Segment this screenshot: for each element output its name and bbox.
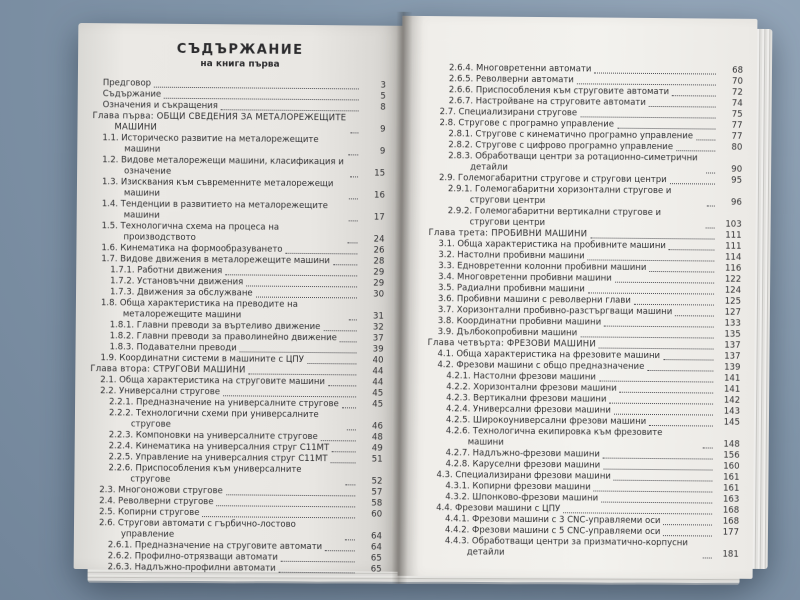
toc-entry-label: 2.6.4. Многовретенни автомати	[448, 63, 592, 75]
toc-entry-label: 4.2.2. Хоризонтални фрезови машини	[446, 382, 617, 394]
toc-entry	[92, 111, 385, 136]
toc-entry-dot-leader	[603, 458, 713, 460]
toc-entry-page-number: 32	[372, 322, 384, 333]
toc-entry-page-number: 28	[373, 256, 385, 267]
toc-entry-label: 2.6.2. Профилно-отрязващи автомати	[107, 551, 278, 563]
toc-entry-label: 2.6. Стругови автомати с гърбично-лостово управление	[98, 518, 296, 540]
toc-entry-label: 1.5. Технологична схема на процеса на производството	[101, 221, 280, 244]
toc-entry-dot-leader	[281, 561, 355, 563]
toc-entry-label: 2.6.6. Приспособления към струговите автомати	[448, 85, 670, 98]
toc-entry-label: 4.4. Фрезови машини с ЦПУ	[436, 503, 561, 515]
right-page-entries	[398, 16, 758, 561]
toc-entry-page-number: 181	[722, 549, 739, 560]
toc-entry-dot-leader	[216, 505, 355, 507]
toc-entry-dot-leader	[246, 285, 357, 287]
toc-entry-page-number: 74	[731, 98, 743, 109]
toc-entry-label: 1.7.2. Установъчни движения	[110, 276, 244, 288]
toc-entry-label: 3.2. Настолни пробивни машини	[438, 250, 585, 262]
toc-entry	[102, 155, 385, 179]
toc-entry-page-number: 161	[723, 472, 740, 483]
toc-entry-page-number: 64	[371, 531, 382, 542]
toc-entry-page-number: 156	[723, 450, 740, 461]
toc-entry-dot-leader	[620, 392, 714, 394]
toc-entry-dot-leader	[307, 363, 357, 364]
toc-entry-dot-leader	[226, 494, 356, 496]
toc-entry-dot-leader	[663, 359, 713, 360]
toc-entry-label: 4.2.8. Каруселни фрезови машини	[445, 459, 601, 471]
toc-entry-page-number: 137	[724, 351, 741, 362]
toc-entry-page-number: 141	[724, 373, 741, 384]
toc-entry-dot-leader	[349, 198, 358, 199]
toc-entry	[445, 536, 739, 561]
toc-entry-dot-leader	[594, 490, 713, 492]
toc-entry-label: 4.2.5. Широкоуниверсални фрезови машини	[445, 415, 647, 427]
toc-entry-label: 1.7.1. Работни движения	[110, 265, 223, 277]
toc-entry-label: 2.8. Стругове с програмно управление	[439, 118, 615, 130]
toc-entry-label: 2.9. Големогабаритни стругове и стругови центри	[439, 173, 667, 186]
toc-entry-page-number: 77	[731, 120, 743, 131]
toc-entry	[102, 177, 385, 201]
toc-entry-page-number: 68	[732, 65, 744, 76]
toc-entry-label: 1.2. Видове металорежещи машини, класификация и означение	[102, 155, 344, 177]
toc-entry	[101, 221, 384, 245]
toc-entry-page-number: 72	[731, 87, 743, 98]
toc-entry-page-number: 39	[372, 344, 384, 355]
toc-entry-page-number: 44	[372, 366, 384, 377]
toc-entry-dot-leader	[703, 447, 713, 448]
toc-entry-dot-leader	[663, 524, 712, 525]
toc-entry-dot-leader	[202, 516, 355, 518]
toc-entry-page-number: 8	[380, 102, 386, 113]
toc-entry-dot-leader	[328, 385, 356, 386]
toc-entry	[108, 562, 382, 575]
toc-entry-page-number: 77	[731, 131, 743, 142]
toc-entry-label: 4.4.1. Фрезови машини с 3 CNC-управляеми оси	[445, 514, 661, 527]
toc-entry-page-number: 137	[724, 340, 741, 351]
toc-entry	[99, 518, 382, 542]
toc-entry-label: 4.3. Специализирани фрезови машини	[436, 470, 611, 482]
toc-entry-page-number: 177	[722, 527, 740, 538]
toc-entry-dot-leader	[580, 336, 714, 338]
toc-entry-page-number: 24	[373, 234, 385, 245]
toc-entry-page-number: 29	[373, 278, 385, 289]
toc-entry-dot-leader	[614, 480, 713, 482]
open-book	[74, 9, 773, 587]
toc-entry-label: Предговор	[102, 78, 152, 89]
toc-entry-dot-leader	[669, 249, 715, 250]
toc-entry-label: 3.1. Обща характеристика на пробивните машини	[438, 239, 666, 252]
toc-entry-label: Глава първа: ОБЩИ СВЕДЕНИЯ ЗА МЕТАЛОРЕЖЕЩИТЕ МАШИНИ	[92, 111, 347, 133]
toc-entry-page-number: 145	[723, 417, 740, 428]
left-page-entries	[74, 68, 402, 576]
toc-entry	[446, 426, 740, 451]
toc-subtitle: на книга първа	[200, 59, 280, 70]
toc-entry-label: 4.4.3. Обработващи центри за призматично-корпусни детайли	[444, 536, 688, 558]
toc-entry-label: 1.7. Видове движения в металорежещите машини	[101, 254, 330, 267]
toc-entry	[101, 298, 384, 322]
toc-entry-label: 2.4. Револверни стругове	[99, 496, 214, 508]
toc-entry-label: 3.8. Координатни пробивни машини	[437, 316, 602, 328]
toc-entry-label: 2.2.4. Кинематика на универсалния струг С11МТ	[108, 441, 330, 454]
toc-entry-dot-leader	[223, 395, 356, 397]
toc-entry-label: 4.2. Фрезови машини с общо предназначение	[437, 360, 645, 372]
toc-entry-label: 4.3.1. Копирни фрезови машини	[445, 481, 591, 493]
toc-title: СЪДЪРЖАНИЕ	[176, 41, 304, 58]
toc-entry-page-number: 127	[724, 307, 741, 318]
toc-entry-dot-leader	[706, 172, 715, 173]
toc-entry-label: Глава четвърта: ФРЕЗОВИ МАШИНИ	[427, 338, 596, 350]
toc-entry-dot-leader	[349, 220, 358, 221]
toc-entry-page-number: 17	[373, 212, 385, 223]
toc-entry-dot-leader	[634, 304, 714, 306]
toc-entry-dot-leader	[347, 429, 356, 430]
toc-entry-label: 2.5. Копирни стругове	[99, 507, 200, 519]
toc-entry-dot-leader	[321, 440, 356, 441]
toc-entry-label: 2.8.1. Стругове с кинематично програмно управление	[448, 129, 694, 142]
toc-entry-label: 1.8.2. Главни преводи за праволинейно движение	[109, 331, 337, 344]
toc-entry-page-number: 135	[724, 329, 741, 340]
toc-entry	[108, 463, 382, 487]
toc-entry-page-number: 30	[373, 289, 385, 300]
toc-entry-page-number: 142	[723, 395, 741, 406]
toc-entry-label: 2.1. Обща характеристика на струговите машини	[100, 375, 325, 388]
toc-entry	[448, 184, 742, 209]
toc-entry-page-number: 5	[380, 91, 386, 102]
toc-entry-page-number: 48	[371, 432, 383, 443]
book-spread	[74, 9, 758, 587]
toc-entry-label: 1.9. Координатни системи в машините с ЦПУ	[100, 353, 304, 365]
toc-entry-label: 2.6.1. Предназначение на струговите автомати	[107, 540, 323, 553]
toc-entry-page-number: 96	[730, 197, 742, 208]
toc-entry-page-number: 161	[723, 483, 740, 494]
toc-entry-page-number: 90	[731, 164, 743, 175]
toc-entry-dot-leader	[647, 370, 713, 372]
toc-entry-dot-leader	[599, 348, 714, 350]
toc-entry-dot-leader	[345, 539, 355, 540]
toc-entry-label: 1.3. Изисквания към съвременните металорежещи машини	[101, 177, 334, 199]
toc-entry-label: 3.3. Едновретенни колонни пробивни машини	[438, 261, 647, 273]
toc-entry-dot-leader	[323, 330, 356, 331]
toc-entry-dot-leader	[676, 150, 715, 151]
toc-entry-dot-leader	[349, 154, 359, 155]
toc-entry-page-number: 16	[374, 190, 385, 201]
toc-entry-page-number: 111	[725, 230, 742, 241]
toc-entry-label: 2.2.1. Предназначение на универсалните стругове	[109, 397, 339, 410]
toc-entry-dot-leader	[649, 425, 713, 427]
toc-entry-dot-leader	[333, 264, 357, 265]
toc-entry-page-number: 163	[722, 494, 740, 505]
toc-entry	[102, 133, 385, 157]
toc-entry-dot-leader	[599, 381, 713, 383]
toc-entry-dot-leader	[325, 550, 355, 551]
toc-entry-page-number: 65	[370, 564, 382, 575]
toc-entry-dot-leader	[225, 274, 357, 276]
toc-entry-label: Означения и съкращения	[102, 100, 218, 112]
toc-entry-dot-leader	[696, 139, 715, 140]
toc-entry-page-number: 60	[371, 509, 383, 520]
toc-entry-page-number: 141	[723, 384, 741, 395]
toc-entry-label: 4.2.3. Вертикални фрезови машини	[446, 393, 607, 405]
toc-entry-page-number: 143	[723, 406, 741, 417]
toc-entry-page-number: 46	[372, 421, 383, 432]
toc-entry-page-number: 45	[372, 399, 384, 410]
toc-entry-dot-leader	[340, 341, 357, 342]
toc-entry-label: Съдържание	[102, 89, 162, 100]
toc-entry-page-number: 9	[380, 124, 386, 135]
toc-entry-dot-leader	[221, 109, 359, 111]
toc-entry-page-number: 15	[374, 168, 386, 179]
toc-entry	[109, 408, 383, 432]
toc-entry-label: 1.4. Тенденции в развитието на металорежещите машини	[101, 199, 328, 221]
toc-entry-page-number: 64	[370, 542, 382, 553]
toc-entry-label: 2.2.5. Управление на универсалния струг С11МТ	[108, 452, 328, 465]
toc-entry-label: 2.6.3. Надлъжно-профилни автомати	[107, 562, 276, 574]
toc-entry-label: 2.9.1. Големогабаритни хоризонтални стругове и стругови центри	[447, 184, 672, 207]
toc-entry-page-number: 29	[373, 267, 385, 278]
toc-entry-label: 1.8.3. Подавателни преводи	[109, 342, 237, 354]
toc-entry-page-number: 116	[724, 263, 742, 274]
toc-entry-dot-leader	[331, 462, 356, 463]
toc-entry-page-number: 31	[372, 311, 384, 322]
toc-entry-dot-leader	[590, 237, 714, 239]
toc-entry-page-number: 37	[372, 333, 384, 344]
toc-entry-dot-leader	[345, 484, 355, 485]
toc-entry	[448, 206, 742, 231]
toc-entry-page-number: 65	[370, 553, 382, 564]
toc-entry-dot-leader	[703, 557, 712, 558]
toc-entry-page-number: 26	[373, 245, 385, 256]
toc-entry-page-number: 70	[732, 76, 743, 87]
toc-entry-dot-leader	[350, 176, 358, 177]
right-page	[398, 16, 758, 579]
toc-entry-page-number: 3	[380, 80, 386, 91]
toc-entry-page-number: 80	[731, 142, 743, 153]
toc-entry-label: 2.6.5. Револверни автомати	[448, 74, 574, 86]
toc-entry-label: 2.2. Универсални стругове	[100, 386, 221, 398]
toc-entry-dot-leader	[614, 414, 713, 416]
toc-entry-page-number: 148	[723, 439, 740, 450]
toc-entry-dot-leader	[256, 297, 357, 299]
toc-entry-dot-leader	[594, 72, 716, 74]
toc-entry-page-number: 58	[371, 498, 383, 509]
toc-entry-label: 1.8. Обща характеристика на преводите на металорежещите машини	[100, 298, 298, 321]
toc-entry-label: 4.4.2. Фрезови машини с 5 CNC-управляеми оси	[444, 525, 661, 538]
toc-entry-page-number: 52	[371, 476, 383, 487]
toc-entry-label: 2.3. Многоножови стругове	[99, 485, 223, 497]
toc-entry-label: 2.6.7. Настройване на струговите автомати	[448, 96, 646, 108]
toc-entry-page-number: 139	[724, 362, 741, 373]
toc-entry-label: 4.2.7. Надлъжно-фрезови машини	[445, 448, 600, 460]
toc-entry-dot-leader	[617, 128, 716, 130]
toc-entry-label: 1.7.3. Движения за обслужване	[109, 287, 253, 299]
toc-entry-page-number: 49	[371, 443, 383, 454]
toc-entry-label: 3.6. Пробивни машини с револверни глави	[437, 294, 631, 306]
toc-entry-dot-leader	[672, 95, 716, 96]
toc-entry-page-number: 168	[722, 505, 740, 516]
toc-entry-page-number: 95	[731, 175, 743, 186]
toc-entry-dot-leader	[285, 253, 357, 255]
toc-entry-page-number: 44	[372, 377, 384, 388]
toc-entry-label: 3.5. Радиални пробивни машини	[438, 283, 585, 295]
toc-entry-label: 2.2.2. Технологични схеми при универсалните стругове	[108, 408, 319, 430]
toc-entry-label: 2.9.2. Големогабаритни вертикални стругове и стругови центри	[447, 206, 662, 229]
toc-entry-label: 4.2.6. Технологична екипировка към фрезовите машини	[445, 426, 663, 448]
toc-entry-dot-leader	[249, 373, 357, 375]
toc-entry-dot-leader	[348, 242, 358, 243]
toc-entry-dot-leader	[604, 326, 714, 328]
toc-entry-page-number: 40	[372, 355, 384, 366]
toc-header	[78, 41, 402, 71]
toc-entry	[448, 151, 742, 176]
toc-entry-dot-leader	[577, 83, 716, 85]
toc-entry-dot-leader	[279, 572, 355, 574]
toc-entry-label: 2.8.2. Стругове с цифрово програмно управление	[448, 140, 674, 153]
toc-entry-page-number: 168	[722, 516, 740, 527]
toc-entry-dot-leader	[609, 403, 713, 405]
toc-entry-page-number: 125	[724, 296, 742, 307]
toc-entry-label: 2.2.3. Компоновки на универсалните стругове	[108, 430, 318, 443]
toc-entry-page-number: 124	[724, 285, 742, 296]
toc-entry-label: Глава втора: СТРУГОВИ МАШИНИ	[90, 364, 246, 376]
toc-entry-label: 2.2.6. Приспособления към универсалните стругове	[108, 463, 302, 485]
toc-entry-page-number: 160	[723, 461, 740, 472]
toc-entry-page-number: 45	[372, 388, 384, 399]
toc-entry-page-number: 133	[724, 318, 741, 329]
toc-entry-label: 1.1. Историческо развитие на металорежещите машини	[102, 133, 319, 155]
toc-entry-dot-leader	[649, 106, 716, 108]
toc-entry-label: 3.9. Дълбокопробивни машини	[437, 327, 578, 339]
toc-entry-label: 1.6. Кинематика на формообразуването	[101, 243, 283, 255]
toc-entry-dot-leader	[649, 271, 714, 273]
toc-entry-page-number: 51	[371, 454, 383, 465]
toc-entry-dot-leader	[240, 351, 357, 353]
toc-entry-dot-leader	[615, 282, 714, 284]
toc-entry-page-number: 111	[725, 241, 742, 252]
toc-entry-dot-leader	[563, 512, 712, 514]
toc-entry-label: 2.7. Специализирани стругове	[439, 107, 578, 119]
toc-entry-page-number: 57	[371, 487, 383, 498]
toc-entry-label: 2.8.3. Обработващи центри за ротационно-симетрични детайли	[448, 151, 698, 173]
toc-entry-dot-leader	[350, 132, 358, 133]
toc-entry-dot-leader	[670, 183, 715, 184]
toc-entry-dot-leader	[603, 469, 712, 471]
toc-entry-dot-leader	[580, 116, 715, 118]
toc-entry-dot-leader	[675, 315, 714, 316]
toc-entry-label: Глава трета: ПРОБИВНИ МАШИНИ	[428, 228, 588, 240]
toc-entry-dot-leader	[588, 259, 715, 261]
toc-entry-dot-leader	[588, 292, 714, 294]
toc-entry-label: 4.1. Обща характеристика на фрезовите машини	[437, 349, 661, 362]
toc-entry-page-number: 122	[724, 274, 742, 285]
toc-entry-dot-leader	[706, 205, 714, 206]
toc-entry-dot-leader	[349, 319, 357, 320]
toc-entry-label: 4.3.2. Шпонково-фрезови машини	[445, 492, 599, 504]
toc-entry-dot-leader	[342, 407, 356, 408]
toc-entry-dot-leader	[706, 227, 715, 228]
toc-entry-label: 3.4. Многовретенни пробивни машини	[438, 272, 612, 284]
left-page	[74, 23, 403, 575]
toc-entry-dot-leader	[332, 451, 356, 452]
toc-entry-label: 3.7. Хоризонтални пробивно-разстъргващи машини	[437, 305, 673, 318]
toc-entry-page-number: 103	[725, 219, 742, 230]
toc-entry-page-number: 9	[379, 146, 386, 157]
toc-entry-page-number: 75	[731, 109, 743, 120]
toc-entry	[102, 199, 385, 223]
toc-entry-page-number: 114	[725, 252, 742, 263]
toc-entry-label: 4.2.1. Настолни фрезови машини	[446, 371, 596, 383]
toc-entry-dot-leader	[663, 535, 712, 536]
toc-entry-label: 4.2.4. Универсални фрезови машини	[445, 404, 611, 416]
toc-entry-label: 1.8.1. Главни преводи за въртеливо движение	[109, 320, 321, 333]
toc-entry-dot-leader	[601, 502, 712, 504]
